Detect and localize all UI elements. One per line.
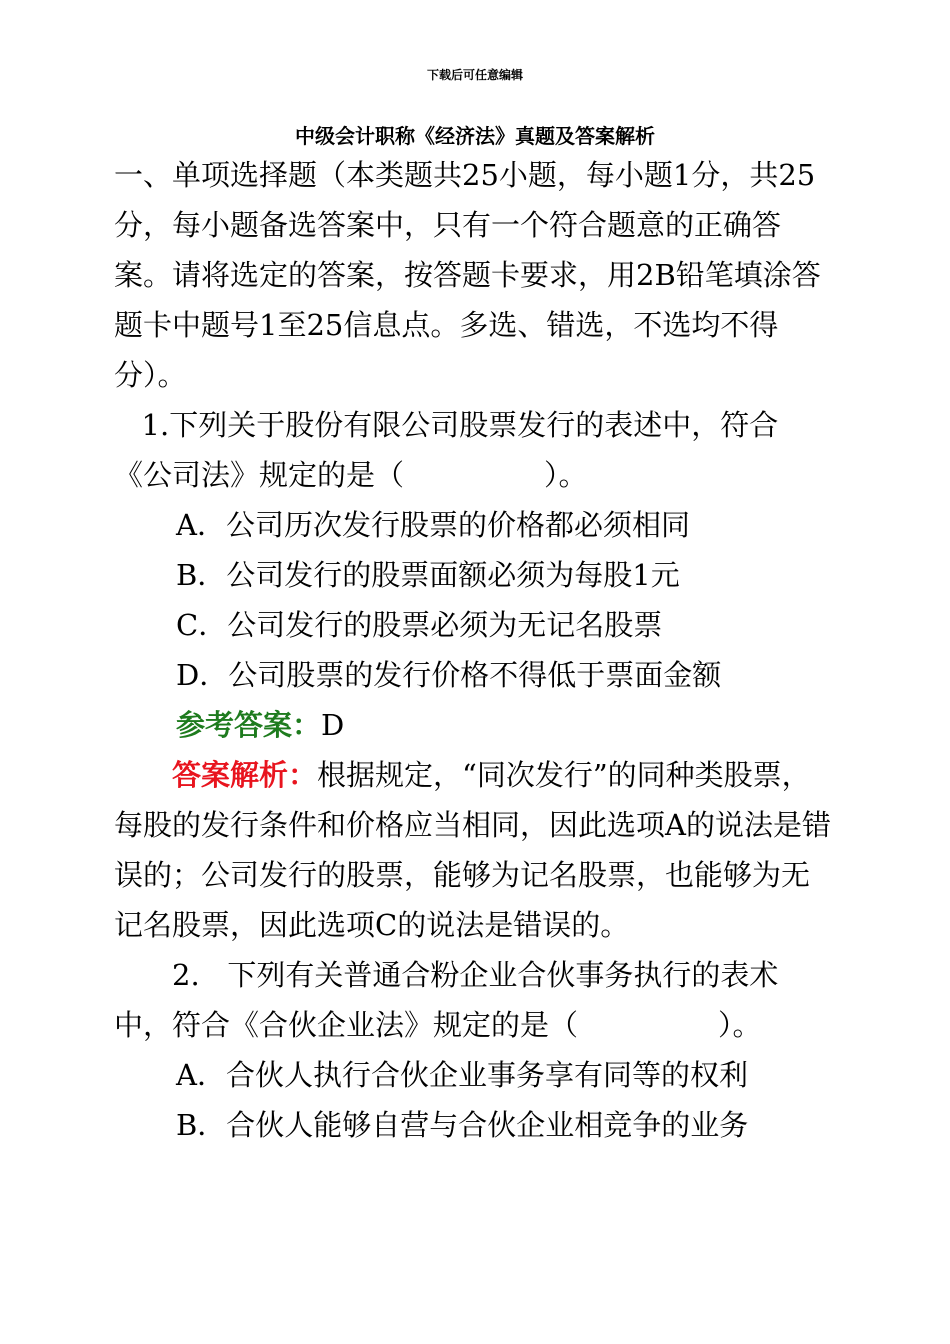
question-1-stem-end: ）。	[544, 458, 588, 492]
question-2-option-a: A．合伙人执行合伙企业事务享有同等的权利	[176, 1058, 748, 1092]
question-1-option-d: D．公司股票的发行价格不得低于票面金额	[176, 658, 722, 692]
question-1-stem	[114, 400, 836, 500]
answer-value: D	[321, 708, 345, 742]
question-1-analysis	[114, 750, 836, 950]
question-1-answer	[114, 700, 836, 750]
question-1-option-a: A．公司历次发行股票的价格都必须相同	[176, 508, 690, 542]
analysis-label: 答案解析：	[172, 758, 318, 792]
question-2-stem	[114, 950, 836, 1050]
question-2-stem-end: ）。	[718, 1008, 762, 1042]
document-body	[114, 150, 836, 1150]
question-1-option-b: B．公司发行的股票面额必须为每股1元	[176, 558, 680, 592]
question-2-stem-text: 2. 下列有关普通合粉企业合伙事务执行的表术中，符合《合伙企业法》规定的是（	[114, 958, 779, 1042]
analysis-text: 根据规定，“同次发行”的同种类股票，每股的发行条件和价格应当相同，因此选项A的说法是错误的；公司发行的股票，能够为记名股票，也能够为无记名股票，因此选项C的说法是错误的。	[114, 758, 831, 942]
question-2-option-b: B．合伙人能够自营与合伙企业相竞争的业务	[176, 1108, 749, 1142]
question-1-stem-text: 1.下列关于股份有限公司股票发行的表述中，符合《公司法》规定的是（	[114, 408, 779, 492]
answer-label: 参考答案：	[176, 708, 322, 742]
section-heading: 一、单项选择题（本类题共25小题，每小题1分，共25分，每小题备选答案中，只有一个符合题意的正确答案。请将选定的答案，按答题卡要求，用2B铅笔填涂答题卡中题号1至25信息点。多选、错选，不选均不得分）。	[114, 158, 821, 392]
page-title: 中级会计职称《经济法》真题及答案解析	[295, 124, 655, 148]
question-1-option-c: C．公司发行的股票必须为无记名股票	[176, 608, 663, 642]
header-note: 下载后可任意编辑	[426, 68, 523, 82]
